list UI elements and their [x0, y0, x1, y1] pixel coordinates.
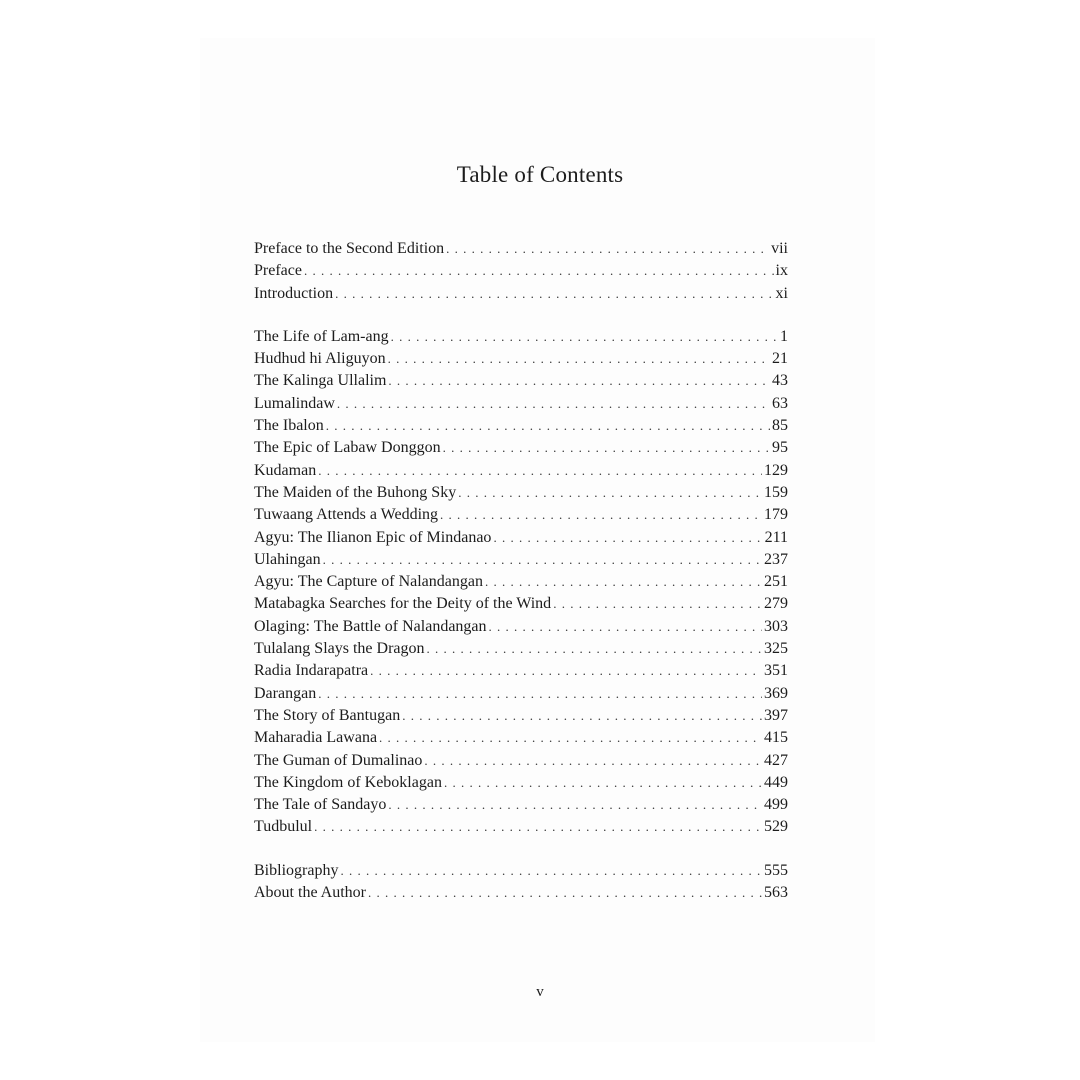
toc-entry-title: Maharadia Lawana	[254, 729, 378, 747]
toc-entry-title: Darangan	[254, 684, 317, 702]
toc-entry-title: The Guman of Dumalinao	[254, 751, 423, 769]
dot-leader	[304, 260, 774, 282]
toc-entry-page: 325	[764, 640, 788, 658]
toc-entry	[254, 238, 788, 260]
toc-entry-title: The Kingdom of Keboklagan	[254, 773, 442, 791]
toc-entry-page: 237	[764, 550, 788, 568]
dot-leader	[485, 571, 762, 593]
toc-entry-page: 179	[764, 506, 788, 524]
dot-leader	[458, 482, 762, 504]
toc-entry-page: 555	[764, 861, 788, 879]
toc-entry	[254, 638, 788, 660]
dot-leader	[335, 283, 773, 305]
toc-entry-page: 369	[764, 684, 788, 702]
toc-entry-title: Bibliography	[254, 861, 339, 879]
dot-leader	[424, 750, 762, 772]
dot-leader	[368, 882, 762, 904]
toc-entry-title: Tuwaang Attends a Wedding	[254, 506, 439, 524]
dot-leader	[370, 660, 762, 682]
dot-leader	[489, 616, 762, 638]
table-of-contents	[254, 238, 788, 904]
toc-entry-title: Agyu: The Capture of Nalandangan	[254, 573, 483, 591]
toc-entry	[254, 527, 788, 549]
toc-entry-page: ix	[775, 262, 788, 280]
toc-entry-page: 351	[764, 662, 788, 680]
toc-entry-title: The Ibalon	[254, 417, 324, 435]
dot-leader	[493, 527, 762, 549]
toc-entry-title: Radia Indarapatra	[254, 662, 369, 680]
toc-entry-title: Introduction	[254, 284, 334, 302]
toc-entry-title: The Life of Lam-ang	[254, 327, 389, 345]
toc-entry-title: Tudbulul	[254, 818, 313, 836]
toc-entry-page: 499	[764, 796, 788, 814]
toc-entry-title: Tulalang Slays the Dragon	[254, 640, 425, 658]
dot-leader	[443, 437, 770, 459]
toc-entry-title: Olaging: The Battle of Nalandangan	[254, 617, 487, 635]
toc-entry-page: 159	[764, 483, 788, 501]
toc-entry	[254, 616, 788, 638]
toc-entry	[254, 816, 788, 838]
front-matter-list	[254, 238, 788, 305]
toc-entry-page: 449	[764, 773, 788, 791]
toc-entry	[254, 370, 788, 392]
toc-entry-page: 397	[764, 706, 788, 724]
toc-entry	[254, 750, 788, 772]
toc-entry-title: Ulahingan	[254, 550, 321, 568]
toc-entry-page: 85	[772, 417, 788, 435]
toc-entry	[254, 482, 788, 504]
dot-leader	[323, 549, 762, 571]
toc-entry	[254, 437, 788, 459]
toc-entry	[254, 772, 788, 794]
dot-leader	[388, 348, 770, 370]
toc-entry	[254, 683, 788, 705]
toc-entry	[254, 415, 788, 437]
toc-entry	[254, 705, 788, 727]
dot-leader	[402, 705, 762, 727]
toc-entry-title: The Epic of Labaw Donggon	[254, 439, 441, 457]
dot-leader	[553, 593, 762, 615]
toc-entry-title: Hudhud hi Aliguyon	[254, 350, 386, 368]
toc-entry	[254, 393, 788, 415]
toc-entry-page: 529	[764, 818, 788, 836]
toc-entry	[254, 794, 788, 816]
toc-entry	[254, 460, 788, 482]
toc-entry	[254, 860, 788, 882]
toc-entry-page: 43	[772, 372, 788, 390]
toc-entry-page: 251	[764, 573, 788, 591]
toc-entry-title: About the Author	[254, 884, 366, 902]
toc-entry-page: 427	[764, 751, 788, 769]
dot-leader	[388, 794, 762, 816]
toc-entry-title: Preface	[254, 262, 302, 280]
chapter-list	[254, 326, 788, 839]
toc-entry-title: The Tale of Sandayo	[254, 796, 387, 814]
toc-entry-page: 415	[764, 729, 788, 747]
toc-entry-page: 279	[764, 595, 788, 613]
dot-leader	[440, 504, 762, 526]
toc-entry-title: Preface to the Second Edition	[254, 240, 445, 257]
toc-entry-page: 63	[772, 394, 788, 412]
toc-entry	[254, 727, 788, 749]
toc-entry-title: The Story of Bantugan	[254, 706, 401, 724]
toc-entry	[254, 660, 788, 682]
toc-entry-page: 21	[772, 350, 788, 368]
toc-entry-title: Lumalindaw	[254, 394, 335, 412]
back-matter-list	[254, 860, 788, 905]
toc-entry-page: 211	[764, 528, 788, 546]
toc-entry-page: 1	[780, 327, 788, 345]
toc-entry	[254, 283, 788, 305]
dot-leader	[318, 460, 762, 482]
dot-leader	[314, 816, 762, 838]
toc-entry-title: Agyu: The Ilianon Epic of Mindanao	[254, 528, 492, 546]
dot-leader	[427, 638, 762, 660]
toc-entry	[254, 549, 788, 571]
dot-leader	[444, 772, 762, 794]
dot-leader	[446, 238, 769, 260]
dot-leader	[379, 727, 762, 749]
toc-entry	[254, 571, 788, 593]
page-number: v	[536, 984, 544, 1000]
toc-entry-page: 563	[764, 884, 788, 902]
toc-entry-title: The Maiden of the Buhong Sky	[254, 483, 457, 501]
dot-leader	[337, 393, 770, 415]
dot-leader	[388, 370, 770, 392]
toc-entry	[254, 348, 788, 370]
toc-entry	[254, 504, 788, 526]
toc-entry	[254, 260, 788, 282]
toc-entry	[254, 326, 788, 348]
dot-leader	[391, 326, 778, 348]
toc-entry-title: Kudaman	[254, 461, 317, 479]
toc-entry-title: Matabagka Searches for the Deity of the Wind	[254, 595, 552, 613]
toc-entry-page: 129	[764, 461, 788, 479]
toc-entry-title: The Kalinga Ullalim	[254, 372, 387, 390]
toc-entry-page: 303	[764, 617, 788, 635]
toc-entry-page: xi	[775, 284, 788, 302]
dot-leader	[326, 415, 770, 437]
toc-entry-page: vii	[771, 240, 788, 257]
dot-leader	[318, 683, 762, 705]
dot-leader	[340, 860, 762, 882]
toc-entry	[254, 593, 788, 615]
page-title: Table of Contents	[456, 162, 624, 187]
toc-entry	[254, 882, 788, 904]
toc-entry-page: 95	[772, 439, 788, 457]
